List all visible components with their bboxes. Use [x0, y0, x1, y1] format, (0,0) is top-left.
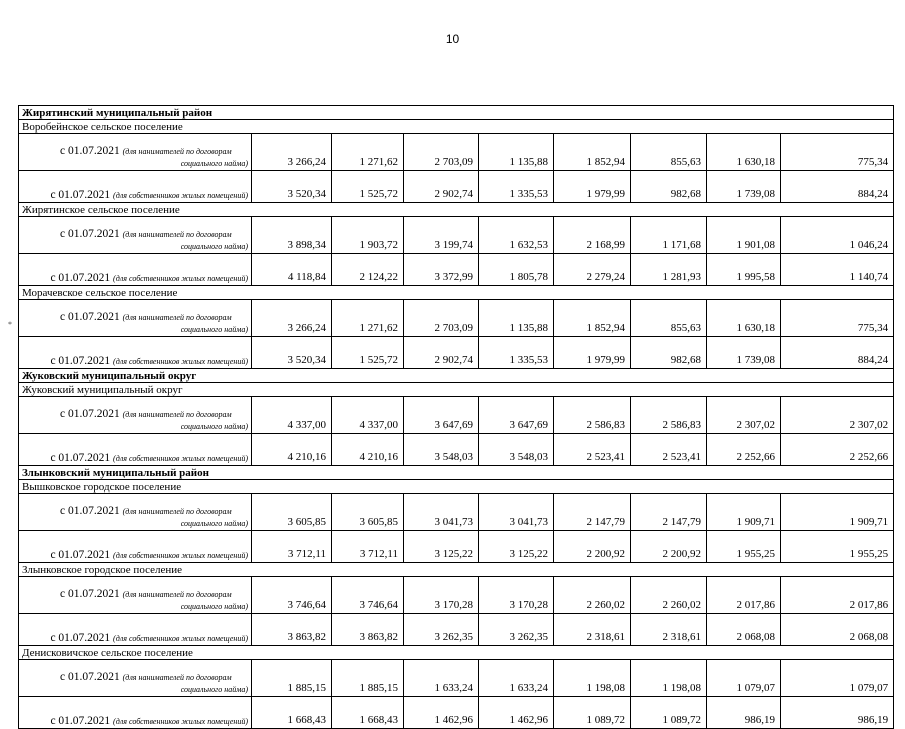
table-cell: 2 200,92	[554, 531, 631, 563]
table-cell: 884,24	[781, 171, 894, 203]
row-note: (для нанимателей по договорам	[122, 147, 232, 156]
table-cell: 1 885,15	[252, 660, 332, 697]
row-note-line2: социального найма)	[180, 519, 248, 528]
table-cell: 3 041,73	[479, 494, 554, 531]
row-label-owner	[19, 531, 252, 563]
row-label-line1	[22, 408, 248, 421]
row-label-tenant	[19, 300, 252, 337]
table-cell: 3 548,03	[479, 434, 554, 466]
table-cell: 1 909,71	[707, 494, 781, 531]
table-cell: 2 252,66	[707, 434, 781, 466]
table-cell: 884,24	[781, 337, 894, 369]
table-cell: 4 210,16	[252, 434, 332, 466]
table-cell: 1 135,88	[479, 134, 554, 171]
table-cell: 1 668,43	[332, 697, 404, 729]
settlement-row	[19, 120, 894, 134]
settlement-row	[19, 203, 894, 217]
row-date: с 01.07.2021	[50, 452, 114, 464]
table-cell: 3 647,69	[479, 397, 554, 434]
table-cell: 1 979,99	[554, 171, 631, 203]
row-label-owner	[19, 614, 252, 646]
table-cell: 1 281,93	[631, 254, 707, 286]
row-label-line1	[22, 145, 248, 158]
district-name: Жирятинский муниципальный район	[19, 106, 894, 120]
table-row	[19, 531, 894, 563]
table-cell: 1 633,24	[404, 660, 479, 697]
district-row	[19, 106, 894, 120]
district-row	[19, 369, 894, 383]
table-cell: 2 260,02	[554, 577, 631, 614]
table-cell: 3 548,03	[404, 434, 479, 466]
table-cell: 3 170,28	[479, 577, 554, 614]
table-cell: 1 462,96	[479, 697, 554, 729]
row-date: с 01.07.2021	[50, 355, 114, 367]
table-cell: 1 632,53	[479, 217, 554, 254]
row-note-line2: социального найма)	[180, 325, 248, 334]
table-row	[19, 397, 894, 434]
row-date: с 01.07.2021	[50, 632, 114, 644]
table-cell: 3 605,85	[252, 494, 332, 531]
row-label-owner	[19, 337, 252, 369]
row-note: (для собственников жилых помещений)	[113, 551, 248, 560]
row-note: (для нанимателей по договорам	[122, 410, 232, 419]
table-cell: 2 279,24	[554, 254, 631, 286]
table-cell: 1 198,08	[554, 660, 631, 697]
table-cell: 3 266,24	[252, 300, 332, 337]
table-cell: 1 979,99	[554, 337, 631, 369]
settlement-row	[19, 646, 894, 660]
district-name: Злынковский муниципальный район	[19, 466, 894, 480]
table-cell: 986,19	[707, 697, 781, 729]
table-cell: 3 199,74	[404, 217, 479, 254]
table-cell: 2 523,41	[554, 434, 631, 466]
table-cell: 2 703,09	[404, 134, 479, 171]
settlement-row	[19, 480, 894, 494]
row-label-line1	[22, 311, 248, 324]
table-cell: 1 633,24	[479, 660, 554, 697]
table-cell: 3 647,69	[404, 397, 479, 434]
row-label-owner	[19, 697, 252, 729]
table-cell: 2 318,61	[631, 614, 707, 646]
table-cell: 2 068,08	[781, 614, 894, 646]
row-date: с 01.07.2021	[60, 671, 123, 683]
table-row	[19, 134, 894, 171]
row-label-tenant	[19, 494, 252, 531]
table-cell: 1 089,72	[554, 697, 631, 729]
row-label-line1	[22, 671, 248, 684]
table-cell: 2 147,79	[554, 494, 631, 531]
row-note: (для собственников жилых помещений)	[113, 191, 248, 200]
table-cell: 1 140,74	[781, 254, 894, 286]
table-cell: 2 017,86	[781, 577, 894, 614]
table-cell: 3 262,35	[404, 614, 479, 646]
district-name: Жуковский муниципальный округ	[19, 369, 894, 383]
row-date: с 01.07.2021	[60, 505, 123, 517]
row-note-line2: социального найма)	[180, 602, 248, 611]
table-cell: 2 252,66	[781, 434, 894, 466]
table-cell: 2 068,08	[707, 614, 781, 646]
settlement-name: Жирятинское сельское поселение	[19, 203, 894, 217]
table-cell: 1 135,88	[479, 300, 554, 337]
row-note: (для собственников жилых помещений)	[113, 454, 248, 463]
table-cell: 2 307,02	[707, 397, 781, 434]
row-note-line2: социального найма)	[180, 242, 248, 251]
row-date: с 01.07.2021	[50, 549, 114, 561]
table-cell: 1 271,62	[332, 300, 404, 337]
table-cell: 2 168,99	[554, 217, 631, 254]
settlement-name: Вышковское городское поселение	[19, 480, 894, 494]
table-row	[19, 300, 894, 337]
row-date: с 01.07.2021	[60, 588, 123, 600]
table-cell: 1 668,43	[252, 697, 332, 729]
table-cell: 1 955,25	[707, 531, 781, 563]
table-cell: 4 337,00	[252, 397, 332, 434]
table-cell: 3 041,73	[404, 494, 479, 531]
table-row	[19, 434, 894, 466]
row-label-line1	[22, 588, 248, 601]
table-cell: 1 630,18	[707, 134, 781, 171]
row-label-tenant	[19, 577, 252, 614]
row-note-line2: социального найма)	[180, 159, 248, 168]
table-cell: 3 863,82	[252, 614, 332, 646]
table-cell: 3 863,82	[332, 614, 404, 646]
table-row	[19, 697, 894, 729]
table-cell: 1 909,71	[781, 494, 894, 531]
table-cell: 2 586,83	[554, 397, 631, 434]
table-cell: 3 712,11	[332, 531, 404, 563]
table-cell: 1 805,78	[479, 254, 554, 286]
table-cell: 3 262,35	[479, 614, 554, 646]
table-cell: 1 271,62	[332, 134, 404, 171]
table-cell: 1 198,08	[631, 660, 707, 697]
table-cell: 2 902,74	[404, 337, 479, 369]
table-cell: 4 337,00	[332, 397, 404, 434]
row-date: с 01.07.2021	[60, 311, 123, 323]
table-cell: 1 852,94	[554, 300, 631, 337]
row-note: (для собственников жилых помещений)	[113, 357, 248, 366]
table-cell: 1 089,72	[631, 697, 707, 729]
table-cell: 3 898,34	[252, 217, 332, 254]
table-cell: 1 739,08	[707, 171, 781, 203]
table-cell: 3 372,99	[404, 254, 479, 286]
row-date: с 01.07.2021	[50, 272, 114, 284]
table-cell: 3 605,85	[332, 494, 404, 531]
row-date: с 01.07.2021	[50, 189, 114, 201]
row-note-line2: социального найма)	[180, 422, 248, 431]
margin-mark: *	[8, 320, 12, 329]
row-note: (для собственников жилых помещений)	[113, 274, 248, 283]
settlement-row	[19, 563, 894, 577]
row-note: (для собственников жилых помещений)	[113, 717, 248, 726]
table-cell: 2 902,74	[404, 171, 479, 203]
table-cell: 1 885,15	[332, 660, 404, 697]
table-cell: 1 079,07	[707, 660, 781, 697]
table-cell: 3 746,64	[332, 577, 404, 614]
table-cell: 3 170,28	[404, 577, 479, 614]
table-cell: 2 124,22	[332, 254, 404, 286]
settlement-name: Жуковский муниципальный округ	[19, 383, 894, 397]
table-cell: 1 903,72	[332, 217, 404, 254]
table-cell: 3 712,11	[252, 531, 332, 563]
table-cell: 1 995,58	[707, 254, 781, 286]
row-note: (для нанимателей по договорам	[122, 590, 232, 599]
table-cell: 1 955,25	[781, 531, 894, 563]
table-cell: 855,63	[631, 300, 707, 337]
settlement-name: Морачевское сельское поселение	[19, 286, 894, 300]
row-date: с 01.07.2021	[60, 145, 123, 157]
table-cell: 1 852,94	[554, 134, 631, 171]
row-label-owner	[19, 434, 252, 466]
row-note: (для нанимателей по договорам	[122, 673, 232, 682]
row-date: с 01.07.2021	[60, 228, 123, 240]
table-cell: 986,19	[781, 697, 894, 729]
table-cell: 3 125,22	[404, 531, 479, 563]
table-cell: 775,34	[781, 134, 894, 171]
table-cell: 2 147,79	[631, 494, 707, 531]
table-row	[19, 171, 894, 203]
table-cell: 2 260,02	[631, 577, 707, 614]
settlement-name: Воробейнское сельское поселение	[19, 120, 894, 134]
table-cell: 1 046,24	[781, 217, 894, 254]
settlement-row	[19, 286, 894, 300]
table-cell: 1 901,08	[707, 217, 781, 254]
table-cell: 1 739,08	[707, 337, 781, 369]
table-cell: 3 125,22	[479, 531, 554, 563]
table-cell: 775,34	[781, 300, 894, 337]
table-cell: 4 118,84	[252, 254, 332, 286]
table-row	[19, 614, 894, 646]
row-date: с 01.07.2021	[60, 408, 123, 420]
table-cell: 3 746,64	[252, 577, 332, 614]
table-cell: 1 335,53	[479, 171, 554, 203]
table-row	[19, 254, 894, 286]
row-label-line1	[22, 228, 248, 241]
table-cell: 982,68	[631, 171, 707, 203]
table-cell: 2 307,02	[781, 397, 894, 434]
row-label-tenant	[19, 134, 252, 171]
table-cell: 855,63	[631, 134, 707, 171]
table-cell: 1 630,18	[707, 300, 781, 337]
tariff-table	[18, 105, 894, 729]
table-cell: 2 523,41	[631, 434, 707, 466]
table-cell: 4 210,16	[332, 434, 404, 466]
table-cell: 2 200,92	[631, 531, 707, 563]
table-cell: 1 525,72	[332, 171, 404, 203]
row-label-tenant	[19, 397, 252, 434]
table-cell: 1 335,53	[479, 337, 554, 369]
row-note: (для собственников жилых помещений)	[113, 634, 248, 643]
settlement-row	[19, 383, 894, 397]
page-number: 10	[445, 32, 460, 46]
table-row	[19, 577, 894, 614]
table-row	[19, 660, 894, 697]
row-date: с 01.07.2021	[50, 715, 114, 727]
row-label-owner	[19, 171, 252, 203]
row-label-owner	[19, 254, 252, 286]
row-note: (для нанимателей по договорам	[122, 230, 232, 239]
table-cell: 1 525,72	[332, 337, 404, 369]
row-note: (для нанимателей по договорам	[122, 507, 232, 516]
table-row	[19, 217, 894, 254]
table-cell: 2 318,61	[554, 614, 631, 646]
row-label-line1	[22, 505, 248, 518]
settlement-name: Денисковичское сельское поселение	[19, 646, 894, 660]
table-cell: 1 171,68	[631, 217, 707, 254]
table-row	[19, 494, 894, 531]
table-cell: 2 586,83	[631, 397, 707, 434]
settlement-name: Злынковское городское поселение	[19, 563, 894, 577]
table-cell: 1 079,07	[781, 660, 894, 697]
table-row	[19, 337, 894, 369]
district-row	[19, 466, 894, 480]
row-label-tenant	[19, 660, 252, 697]
row-label-tenant	[19, 217, 252, 254]
table-cell: 3 520,34	[252, 337, 332, 369]
table-cell: 3 266,24	[252, 134, 332, 171]
table-cell: 2 703,09	[404, 300, 479, 337]
row-note-line2: социального найма)	[180, 685, 248, 694]
table-cell: 2 017,86	[707, 577, 781, 614]
table-cell: 982,68	[631, 337, 707, 369]
row-note: (для нанимателей по договорам	[122, 313, 232, 322]
table-cell: 3 520,34	[252, 171, 332, 203]
table-cell: 1 462,96	[404, 697, 479, 729]
